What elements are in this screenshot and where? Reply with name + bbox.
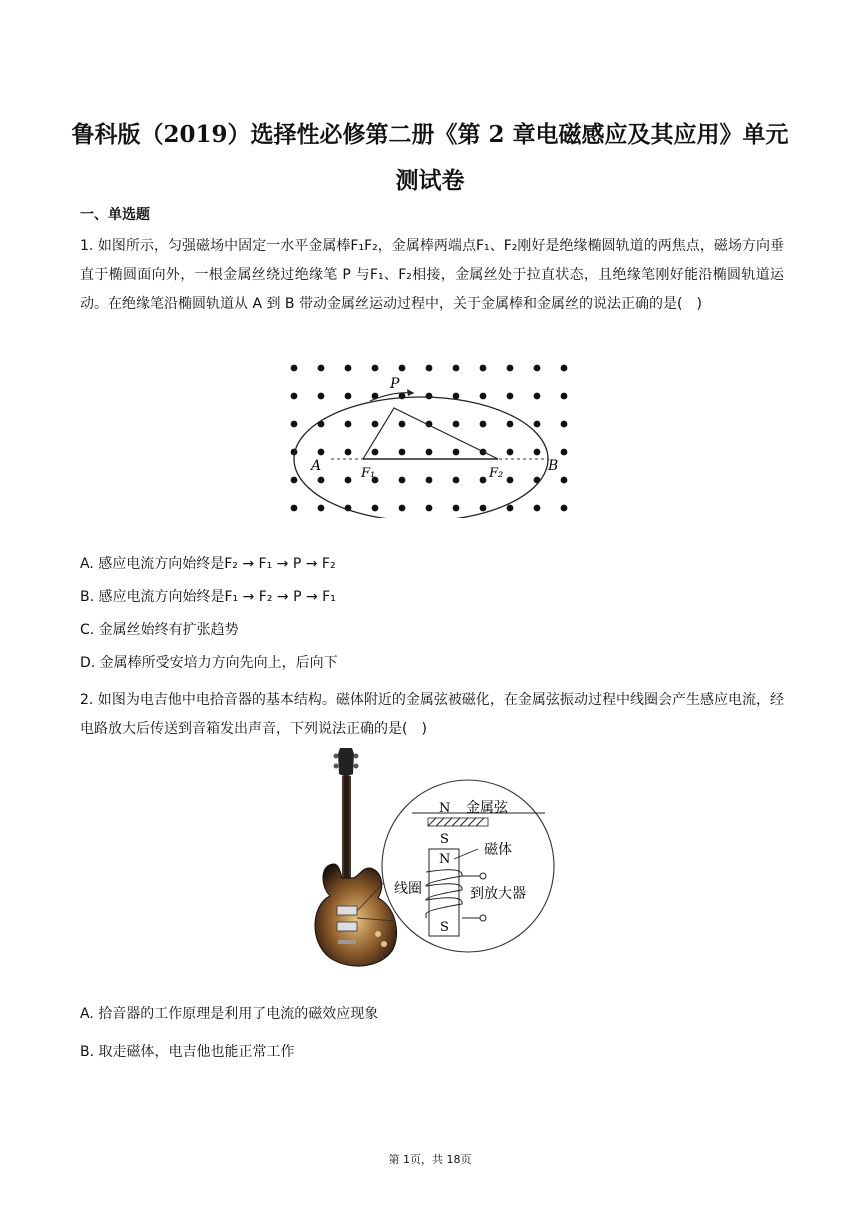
field-dot [453,421,460,428]
field-dot [426,393,433,400]
field-dot [480,393,487,400]
field-dot [507,365,514,372]
field-dot [345,449,352,456]
field-dot [561,449,568,456]
field-dot [453,449,460,456]
field-dot [507,421,514,428]
label-s-top: S [440,832,449,847]
section-heading: 一、单选题 [80,207,150,223]
field-dot [372,365,379,372]
label-magnet: 磁体 [484,842,512,858]
field-dot [534,449,541,456]
field-dot [345,365,352,372]
field-dot [480,477,487,484]
field-dot [426,505,433,512]
field-dot [453,365,460,372]
field-dot [318,449,325,456]
field-dot [561,393,568,400]
field-dot [561,365,568,372]
field-dot [507,449,514,456]
field-dot [561,477,568,484]
field-dot [480,421,487,428]
field-dot [345,477,352,484]
field-dot [291,505,298,512]
label-f1: F₁ [361,466,376,481]
field-dot [426,365,433,372]
field-dot [291,365,298,372]
field-dot [507,505,514,512]
question-1-option-d: D. 金属棒所受安培力方向先向上，后向下 [80,655,338,671]
field-dot [291,393,298,400]
question-2-option-a: A. 拾音器的工作原理是利用了电流的磁效应现象 [80,1006,379,1022]
arrow-head [407,389,414,396]
question-1-stem: 1. 如图所示，匀强磁场中固定一水平金属棒F₁F₂，金属棒两端点F₁、F₂刚好是绝缘椭圆轨道的两焦点，磁场方向垂直于椭圆面向外，一根金属丝绕过绝缘笔 P 与F₁、F₂相接，金属丝处于拉直状态，且绝缘笔刚好能沿椭圆轨道运动。在绝缘笔沿椭圆轨道从 A 到 B 带动金属丝运动过程中，关于金属棒和金属丝的说法正确的是( ) [80,238,784,312]
field-dot [399,505,406,512]
magnetic-field-dots [291,365,568,512]
field-dot [480,365,487,372]
question-2-option-b: B. 取走磁体，电吉他也能正常工作 [80,1044,295,1060]
label-n-top: N [439,801,451,816]
elliptical-track [294,397,548,518]
field-dot [426,477,433,484]
field-dot [507,393,514,400]
label-b: B [548,458,559,474]
field-dot [534,365,541,372]
field-dot [345,393,352,400]
field-dot [534,421,541,428]
label-coil: 线圈 [394,881,422,897]
figure-ellipse-field [278,358,578,518]
question-1-option-a: A. 感应电流方向始终是F₂ → F₁ → P → F₂ [80,556,336,572]
field-dot [426,449,433,456]
field-dot [561,505,568,512]
question-1-option-c: C. 金属丝始终有扩张趋势 [80,622,239,638]
label-s-bottom: S [440,920,449,935]
field-dot [561,421,568,428]
field-dot [399,365,406,372]
field-dot [318,365,325,372]
label-a: A [311,458,322,474]
field-dot [318,477,325,484]
field-dot [399,449,406,456]
question-2-stem: 2. 如图为电吉他中电拾音器的基本结构。磁体附近的金属弦被磁化，在金属弦振动过程中线圈会产生感应电流，经电路放大后传送到音箱发出声音，下列说法正确的是( ) [80,692,784,737]
field-dot [291,421,298,428]
page-footer: 第 1页，共 18页 [388,1153,472,1166]
title-line-1: 鲁科版（2019）选择性必修第二册《第 2 章电磁感应及其应用》单元 [71,121,789,148]
figure-guitar-pickup [300,746,560,971]
field-dot [318,393,325,400]
field-dot [345,421,352,428]
field-dot [372,505,379,512]
field-dot [372,449,379,456]
field-dot [291,477,298,484]
field-dot [399,477,406,484]
label-to-amplifier: 到放大器 [470,886,526,902]
field-dot [453,505,460,512]
field-dot [534,505,541,512]
field-dot [453,477,460,484]
question-1-option-b: B. 感应电流方向始终是F₁ → F₂ → P → F₁ [80,589,336,605]
field-dot [318,505,325,512]
title-line-2: 测试卷 [395,167,465,194]
label-n-magnet: N [439,852,451,867]
label-f2: F₂ [489,466,504,481]
field-dot [507,477,514,484]
page-title [60,112,800,204]
label-metal-string: 金属弦 [466,800,508,816]
label-p: P [390,376,400,392]
field-dot [480,505,487,512]
field-dot [399,421,406,428]
field-dot [372,421,379,428]
field-dot [534,393,541,400]
